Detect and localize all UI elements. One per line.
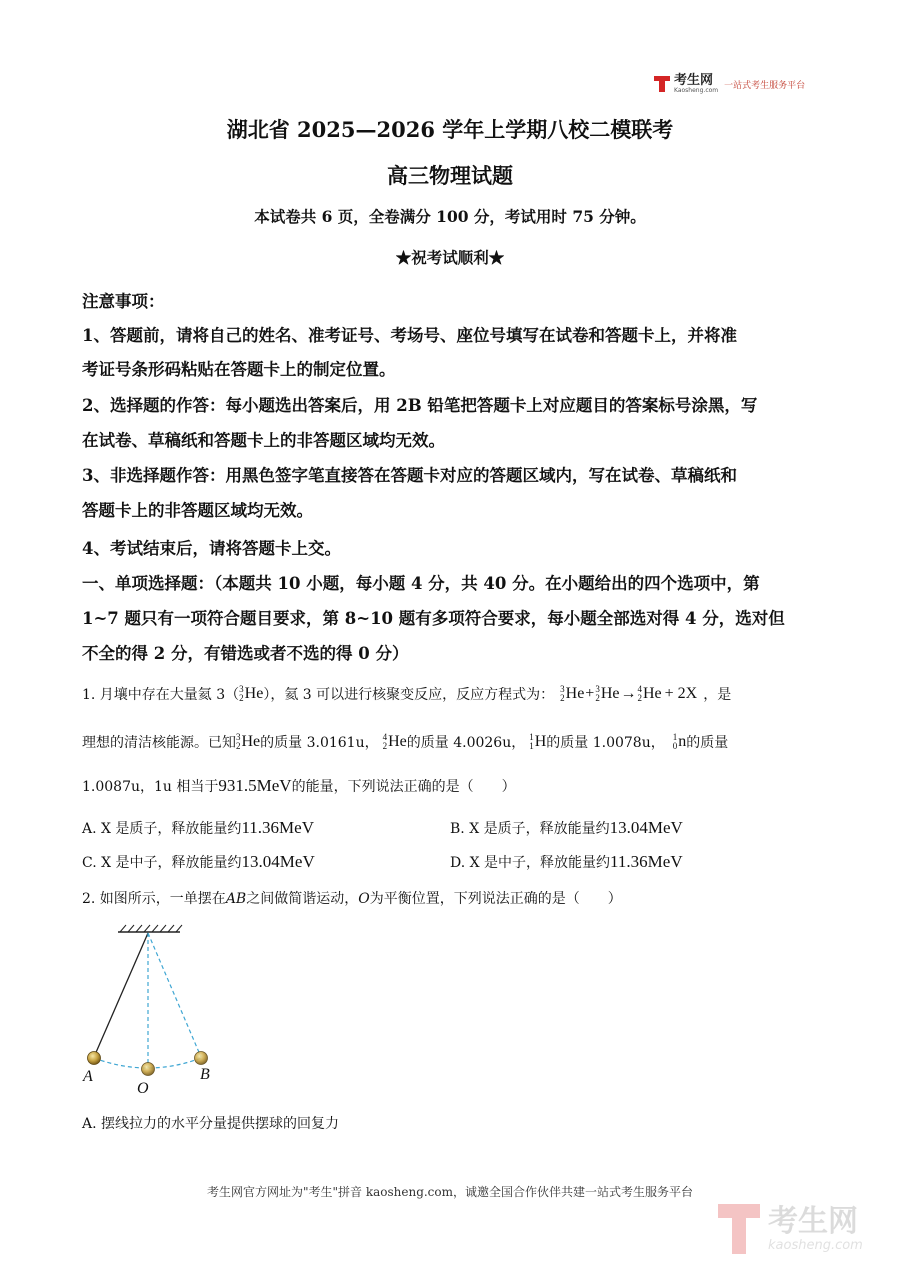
exam-title: 湖北省 2025—2026 学年上学期八校二模联考 <box>226 117 674 142</box>
notes-line: 考证号条形码粘贴在答题卡上的制定位置。 <box>82 360 396 379</box>
q1-text: 的质量 1.0078u， <box>546 735 665 751</box>
label-o: O <box>137 1080 149 1097</box>
string-at-b <box>148 933 201 1057</box>
notes-line: 答题卡上的非答题区域均无效。 <box>82 501 313 520</box>
q1-option-c[interactable]: C. X 是中子，释放能量约13.04MeV <box>82 852 315 871</box>
q1-text: 1.0087u，1u 相当于 <box>82 779 219 795</box>
q1-text: 的质量 <box>686 735 729 751</box>
q1-option-a[interactable]: A. X 是质子，释放能量约11.36MeV <box>82 818 314 837</box>
section-heading-line: 1~7 题只有一项符合题目要求，第 8~10 题有多项符合要求，每小题全部选对得 4 分，选对但 <box>82 609 785 628</box>
bob-at-a <box>88 1052 101 1065</box>
energy-value: 931.5MeV <box>218 776 292 795</box>
q1-line-2 <box>82 732 728 752</box>
watermark-url: kaosheng.com <box>768 1237 863 1253</box>
notes-line: 3、非选择题作答：用黑色签字笔直接答在答题卡对应的答题区域内，写在试卷、草稿纸和 <box>82 466 737 485</box>
n1-nuclide: 1 0 n <box>672 732 687 751</box>
he3-nuclide: 3 2 He <box>236 732 261 751</box>
ceiling-support <box>118 925 182 932</box>
q1-text: 理想的清洁核能源。已知 <box>82 735 236 751</box>
watermark-name: 考生网 <box>768 1203 858 1239</box>
q1-text: ，是 <box>703 687 732 703</box>
watermark <box>718 1204 863 1254</box>
q2-option-a[interactable]: A. 摆线拉力的水平分量提供摆球的回复力 <box>82 1116 340 1132</box>
brand-logo-icon <box>654 76 670 92</box>
q1-option-b[interactable]: B. X 是质子，释放能量约13.04MeV <box>450 818 683 837</box>
q1-line-1 <box>82 684 731 704</box>
q1-option-d[interactable]: D. X 是中子，释放能量约11.36MeV <box>450 852 683 871</box>
q1-text: 的质量 3.0161u， <box>260 735 379 751</box>
h1-nuclide: 1 1 H <box>529 732 547 751</box>
notes-line: 4、考试结束后，请将答题卡上交。 <box>82 539 341 558</box>
footer-text: 考生网官方网址为"考生"拼音 kaosheng.com，诚邀全国合作伙伴共建一站式考生服务平台 <box>206 1185 694 1199</box>
brand-slogan: 一站式考生服务平台 <box>724 80 806 91</box>
section-heading-line: 不全的得 2 分，有错选或者不选的得 0 分） <box>82 644 409 663</box>
he3-nuclide: 3 2 He <box>239 684 264 703</box>
brand-logo <box>654 74 805 94</box>
notes-line: 1、答题前，请将自己的姓名、准考证号、考场号、座位号填写在试卷和答题卡上，并将准 <box>82 326 737 345</box>
q1-text: 的质量 4.0026u， <box>406 735 526 751</box>
q1-text: ），氦 3 可以进行核聚变反应，反应方程式为： <box>263 687 555 703</box>
watermark-logo-icon <box>718 1204 760 1254</box>
he4-nuclide: 4 2 He <box>382 732 407 751</box>
notes-line: 在试卷、草稿纸和答题卡上的非答题区域均无效。 <box>82 431 445 450</box>
section-heading-line: 一、单项选择题：（本题共 10 小题，每小题 4 分，共 40 分。在小题给出的四个选项中，第 <box>82 574 760 593</box>
label-b: B <box>200 1066 210 1083</box>
q1-text: 1. 月壤中存在大量氦 3（ <box>82 687 240 703</box>
q2-stem: 2. 如图所示，一单摆在AB之间做简谐运动，O为平衡位置，下列说法正确的是（ ） <box>82 891 622 907</box>
bob-at-b <box>195 1052 208 1065</box>
q1-line-3 <box>82 776 516 796</box>
pendulum-string <box>94 933 148 1057</box>
notes-line: 2、选择题的作答：每小题选出答案后，用 2B 铅笔把答题卡上对应题目的答案标号涂黑，写 <box>82 396 758 415</box>
pendulum-diagram <box>78 920 228 1100</box>
notes-heading: 注意事项： <box>82 292 165 311</box>
exam-wish: ★祝考试顺利★ <box>395 248 505 267</box>
brand-name: 考生网 <box>674 73 714 88</box>
exam-info: 本试卷共 6 页，全卷满分 100 分，考试用时 75 分钟。 <box>254 207 646 226</box>
fusion-equation: 3 2 He + 3 2 He → 4 2 He + 2X <box>560 684 698 703</box>
q1-text: 的能量，下列说法正确的是（ ） <box>291 779 516 795</box>
exam-subject: 高三物理试题 <box>387 163 513 188</box>
bob-at-o <box>142 1063 155 1076</box>
label-a: A <box>83 1068 93 1085</box>
brand-url: Kaosheng.com <box>674 87 719 94</box>
